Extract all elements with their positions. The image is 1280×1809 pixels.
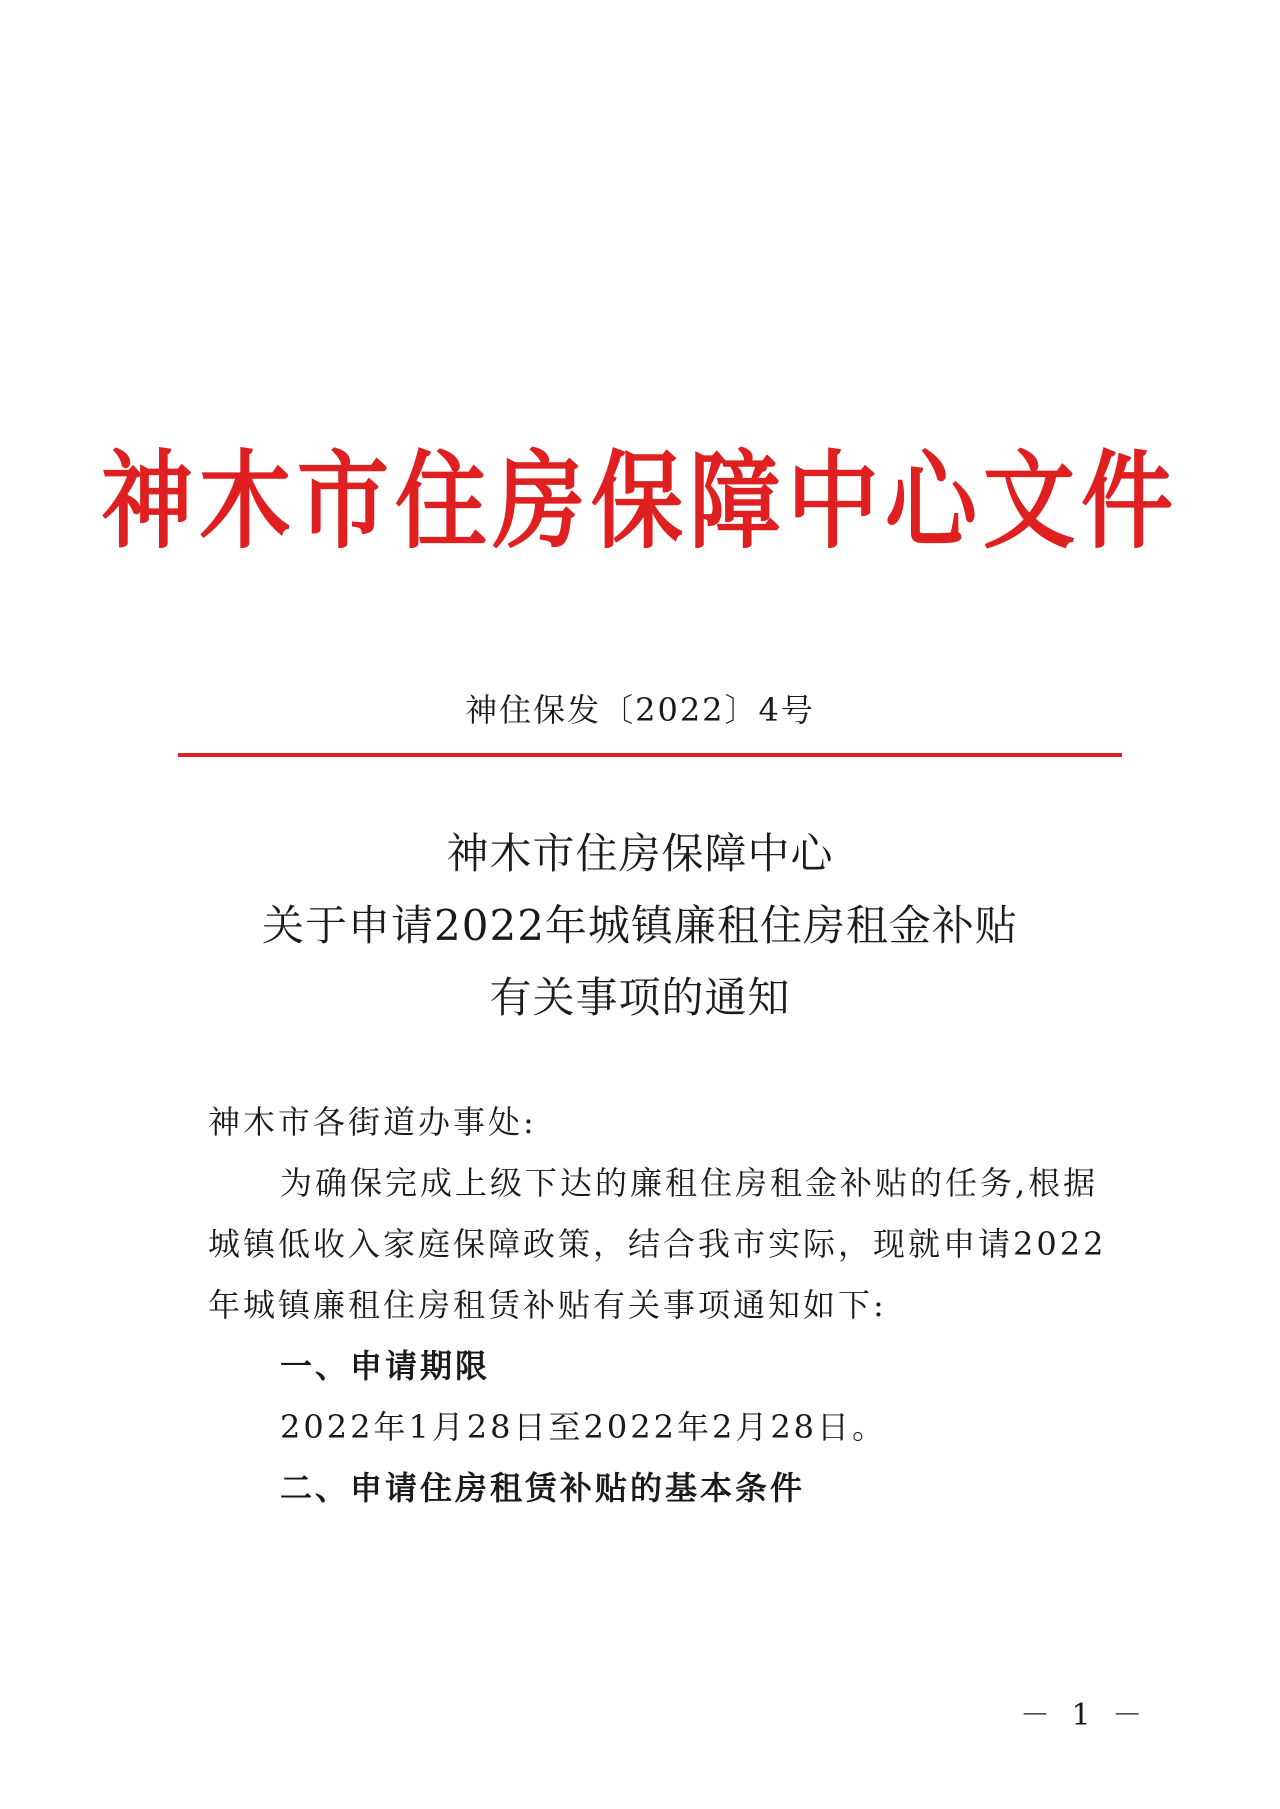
paragraph-1-line-3: 年城镇廉租住房租赁补贴有关事项通知如下: [208, 1286, 887, 1324]
issuer-banner: 神木市住房保障中心文件 [100, 438, 1179, 564]
section-1-text: 2022年1月28日至2022年2月28日。 [280, 1408, 888, 1446]
document-body [208, 1092, 1107, 1519]
title-line-2: 关于申请2022年城镇廉租住房租金补贴 [262, 901, 1018, 950]
section-2-heading: 二、申请住房租赁补贴的基本条件 [280, 1469, 806, 1507]
document-title [0, 818, 1280, 1034]
page-number: － 1 － [1020, 1698, 1149, 1733]
title-line-3: 有关事项的通知 [489, 973, 791, 1022]
red-divider [178, 753, 1122, 757]
section-1-heading: 一、申请期限 [280, 1347, 491, 1385]
document-number: 神住保发〔2022〕4号 [465, 691, 815, 729]
salutation: 神木市各街道办事处: [208, 1103, 537, 1141]
paragraph-1-line-1: 为确保完成上级下达的廉租住房租金补贴的任务,根据 [280, 1164, 1099, 1202]
paragraph-1-line-2: 城镇低收入家庭保障政策，结合我市实际，现就申请2022 [208, 1225, 1107, 1263]
title-line-1: 神木市住房保障中心 [446, 829, 834, 878]
